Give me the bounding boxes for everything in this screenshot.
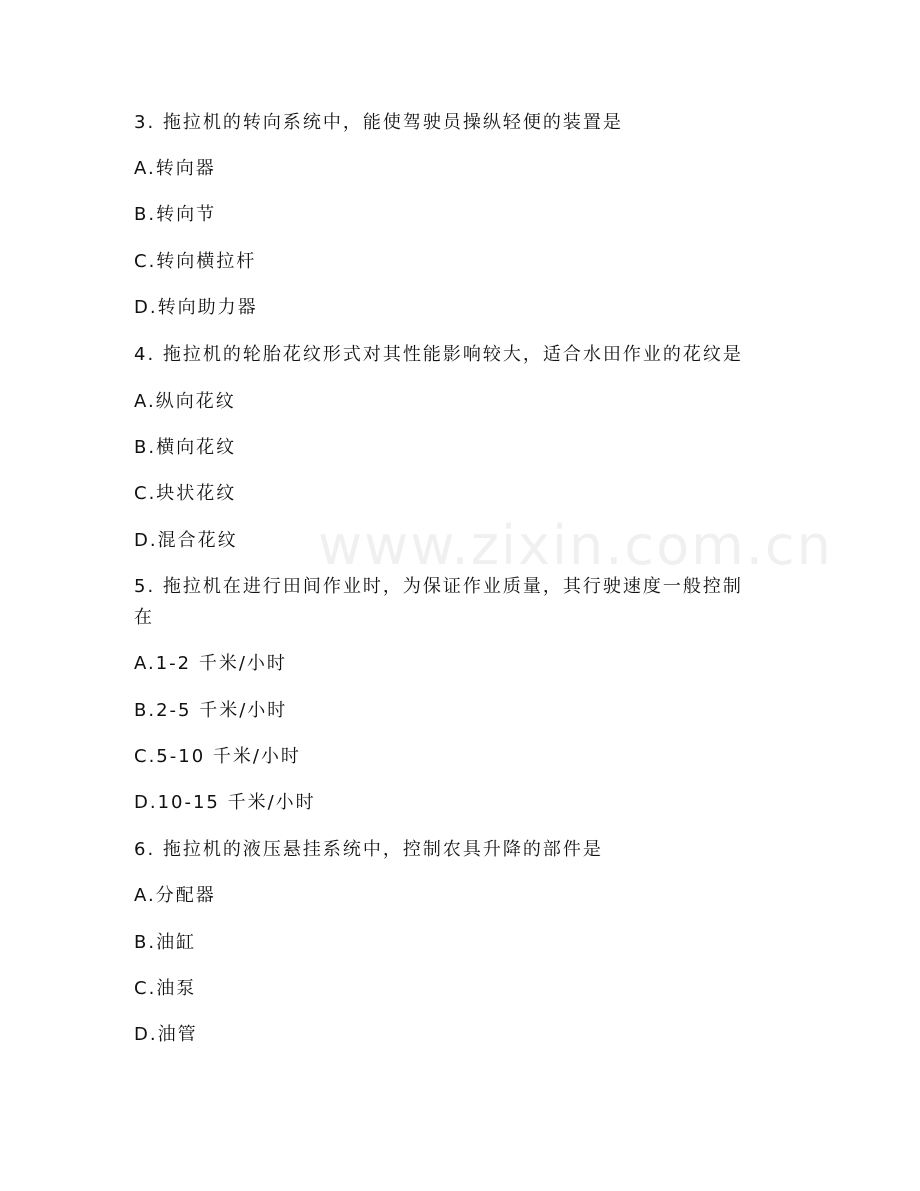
question-5-stem-line-2: 在: [134, 607, 154, 628]
question-3-option-c: C.转向横拉杆: [134, 251, 257, 272]
question-6-option-c: C.油泵: [134, 978, 197, 999]
question-3-option-a: A.转向器: [134, 158, 216, 179]
question-5-option-d: D.10-15 千米/小时: [134, 792, 316, 813]
question-4-stem: 4. 拖拉机的轮胎花纹形式对其性能影响较大，适合水田作业的花纹是: [134, 344, 743, 365]
question-5-option-a: A.1-2 千米/小时: [134, 653, 287, 674]
question-6-option-a: A.分配器: [134, 885, 216, 906]
question-4-option-a: A.纵向花纹: [134, 391, 236, 412]
question-4-option-b: B.横向花纹: [134, 437, 237, 458]
question-5-option-c: C.5-10 千米/小时: [134, 746, 301, 767]
question-6-option-d: D.油管: [134, 1024, 198, 1045]
question-6-option-b: B.油缸: [134, 932, 197, 953]
question-4-option-c: C.块状花纹: [134, 483, 237, 504]
watermark: www.zixin.com.cn: [318, 514, 833, 577]
question-5-option-b: B.2-5 千米/小时: [134, 700, 288, 721]
question-3-option-d: D.转向助力器: [134, 297, 258, 318]
question-5-stem-line-1: 5. 拖拉机在进行田间作业时，为保证作业质量，其行驶速度一般控制: [134, 576, 743, 597]
question-6-stem: 6. 拖拉机的液压悬挂系统中，控制农具升降的部件是: [134, 839, 603, 860]
question-3-stem: 3. 拖拉机的转向系统中，能使驾驶员操纵轻便的装置是: [134, 112, 623, 133]
question-4-option-d: D.混合花纹: [134, 530, 238, 551]
question-3-option-b: B.转向节: [134, 204, 217, 225]
